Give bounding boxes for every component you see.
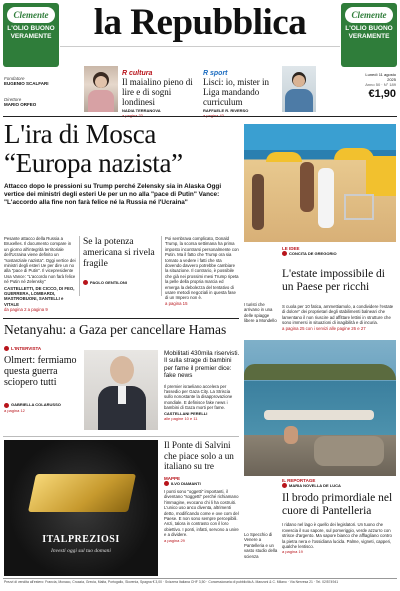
lead-col1-authors: CASTELLETTI, DE CICCO, DI FEO, GUERRERA, LOMBARDI, MASTROBUONI, SANTELLI e VITALE [4, 285, 75, 307]
idee-author-name: CONCITA DE GREGORIO [289, 251, 337, 256]
lead-col-3 [165, 236, 239, 306]
staff-director [4, 97, 36, 107]
teaser-tag: R cultura [122, 70, 153, 77]
ponte-author [164, 481, 240, 486]
lead-col1-page: da pagina 2 a pagina 9 [4, 307, 48, 313]
lead-col-2[interactable] [83, 237, 157, 285]
lead-deck: Attacco dopo le pressioni su Trump perché Zelensky sia in Alaska Oggi vertice dei ministri degli esteri Ue per un no alla "pace di Putin" Vance: "L'accordo alla fine non farà felice né la Russia né l'Ucraina" [4, 183, 222, 206]
ponte-label: MAPPE [164, 475, 181, 481]
pantelleria-author-name: MARIA NOVELLA DE LUCA [289, 483, 341, 488]
dot-icon [282, 251, 287, 256]
dot-icon [83, 280, 88, 285]
pantelleria-block[interactable] [282, 478, 396, 554]
italpreziosi-ad[interactable] [4, 440, 158, 576]
pantelleria-title: Il brodo primordiale nel cuore di Pantelleria [282, 492, 393, 518]
lead-col1-text: Pesante attacco della Russia a Bruxelles. Il documento compare in un giorno all'integrità territoriale dell'Ucraina viene definito un "sostanziale nazista". Oggi vertice dei ministri degli esteri Ue per dire un no alla "pace di Putin". Il vicepresidente Usa Vance: "L'accordo non farà felice né Putin né Zelensky" [4, 236, 76, 285]
dot-icon [4, 346, 9, 351]
lead-headline[interactable]: L'ira di Mosca “Europa nazista” [4, 119, 183, 178]
mobilitazione-block[interactable] [164, 350, 240, 421]
intervista-title: Olmert: fermiamo questa guerra sciopero tutti [4, 355, 77, 389]
teaser-title: Lisci: io, mister in Liga mandando curriculum [203, 77, 269, 107]
teaser-photo-sport[interactable] [282, 66, 316, 112]
teaser-photo-culture[interactable] [84, 66, 118, 112]
intervista-author-name: GABRIELLA COLARUSSO [11, 402, 61, 408]
dot-icon [164, 481, 169, 486]
ponte-title: Il Ponte di Salvini che piace solo a un italiano su tre [164, 440, 234, 471]
teaser-sport[interactable] [203, 70, 279, 118]
founder-name: EUGENIO SCALFARI [4, 81, 49, 86]
intervista-page: a pagina 12 [4, 407, 25, 413]
teaser-tag: R sport [203, 70, 228, 77]
teaser-title: Il maialino pieno di lire e di sogni londinesi [122, 77, 193, 107]
lead-col-1 [4, 236, 76, 313]
intervista-label [4, 346, 80, 351]
ad-brand: Clemente [345, 7, 393, 23]
ponte-page: a pagina 29 [164, 537, 185, 543]
dot-icon [282, 483, 287, 488]
idee-block[interactable] [282, 246, 396, 256]
ponte-body: I ponti sono "oggetti" importanti, il diventano "soggetti" perché richiamano l'immagine, evocano chi li ha costruiti. L'unico uso anco diventa, altrimenti detto, modificando come e ove com del Paese. E non sono sempre percepibili. Anzi, talora in contrasto con il loro obiettivo. I ponti, infatti, servono a unire e a dividere. [164, 488, 239, 538]
masthead[interactable]: la Repubblica [93, 2, 307, 43]
italpreziosi-tagline: Investi oggi sul tuo domani [51, 548, 111, 554]
mobilitazione-page: alle pagine 10 e 11 [164, 415, 198, 421]
mobilitazione-authors: CASTELLANI PERELLI [164, 410, 208, 416]
director-name: MARIO ORFEO [4, 102, 37, 107]
intervista-label-text: L'INTERVISTA [11, 346, 42, 351]
netanyahu-headline[interactable]: Netanyahu: a Gaza per cancellare Hamas [4, 322, 227, 337]
ponte-block[interactable] [164, 440, 240, 543]
olmert-photo[interactable] [84, 350, 158, 430]
idee-body-text: S cuola per 10 fatica, ammettiamolo, a condividere l'estate di dolore" dei proprietari degli stabilimenti balneari che lamentano il non riuscire ad affittare lettini in strutture che sono immersi in situazioni di inagibilità e di incuria. [282, 304, 394, 326]
ad-line-2: VERAMENTE [10, 33, 52, 40]
ad-badge-right[interactable] [341, 3, 397, 67]
staff-founder [4, 76, 49, 86]
beach-caption: I turisti che arrivano in una delle spiagge libere a Mondello [244, 302, 277, 324]
ad-line-1: L'OLIO BUONO [345, 25, 393, 32]
issue-price: €1,90 [368, 88, 396, 100]
pantelleria-author [282, 483, 396, 488]
ad-brand: Clemente [7, 7, 55, 23]
issue-meta: Anno 50 · N° 189 [365, 82, 396, 87]
teaser-author: NADIA TERRANOVA [122, 108, 161, 113]
idee-page: a pagina 25 con i servizi alle pagine 26 e 27 [282, 325, 366, 331]
col2-author-name: PAOLO GENTILONI [90, 280, 127, 285]
pantelleria-label: IL REPORTAGE [282, 478, 316, 483]
ad-badge-left[interactable] [3, 3, 59, 67]
mobilitazione-body: Il premier israeliano accelera per l'assedio per Gaza City. La Striscia sullo nonostante la disapprovazione mondiale. E definisce fake news i bambini di Gaza morti per fame. [164, 383, 233, 411]
italpreziosi-brand: ITALPREZIOSI [42, 534, 120, 545]
mobilitazione-lead: Mobilitati 430mila riservisti. Il sulla strage di bambini per fame il premier dice: fake news [164, 350, 240, 380]
issue-info [356, 72, 396, 101]
lead-col3-text: Poi sembrava complicato, Donald Trump, la scorsa settimana ha prima imposto incontrarsi personalmente con Putin. Ma il fatto che Trump ora sia tornato a vedere i fatti che sta dovendo davvero potrebbe cambiare la situazione. Il contrario, è possibile che già nei prossimi mesi Trump ripeta la pelle della propria marcia ed emerga la debolezza del tentativo di usare metodi negoziali in questa fase di un Impero non è. [165, 236, 239, 301]
ad-line-2: VERAMENTE [348, 33, 390, 40]
idee-label: LE IDEE [282, 246, 300, 251]
teaser-author: RAFFAELE R. RIVERSO [203, 108, 249, 113]
pantelleria-caption: Lo Specchio di Venere a Pantelleria e un vasto studio della scienza [244, 532, 278, 559]
intervista-block[interactable] [4, 346, 80, 413]
idee-author [282, 251, 396, 256]
founder-role: Fondatore [4, 76, 25, 81]
idee-body [282, 304, 396, 331]
pantelleria-photo[interactable] [244, 340, 396, 476]
ponte-author-name: ILVO DIAMANTI [171, 480, 201, 486]
footer-text: Prezzi di vendita all'estero: Francia, Monaco, Croazia, Grecia, Malta, Portogallo, Slovenia, Spagna € 3,00 · Svizzera Italiana CHF 3,50 · Concessionaria di pubblicità A. Manzoni & C. Milano · Via Nervesa 21 · Tel. 02/574941 [4, 580, 339, 584]
ad-line-1: L'OLIO BUONO [7, 25, 55, 32]
lead-col3-page: a pagina 15 [165, 300, 188, 306]
idee-title[interactable]: L'estate impossibile di un Paese per ricchi [282, 268, 386, 293]
teaser-culture[interactable] [122, 70, 200, 118]
director-role: Direttore [4, 97, 22, 102]
issue-date: Lunedì 11 agosto 2025 [365, 72, 396, 82]
lead-col2-title: Se la potenza americana si rivela fragile [83, 237, 155, 269]
beach-photo[interactable] [244, 124, 396, 242]
pantelleria-body: I ridano nel lago è quello dei legislatori. Un tuono che rovescia il suo sapore, sul pomeriggio, verde azzurro con strisce d'argento. Ma sapore bianco che afflagliano contro la pietra nera e l'ossidiana lucida. Palme, vigneti, capperi, qualche lentisco. [282, 522, 392, 550]
lead-col2-author [83, 280, 157, 285]
pantelleria-page: a pagina 19 [282, 549, 303, 555]
